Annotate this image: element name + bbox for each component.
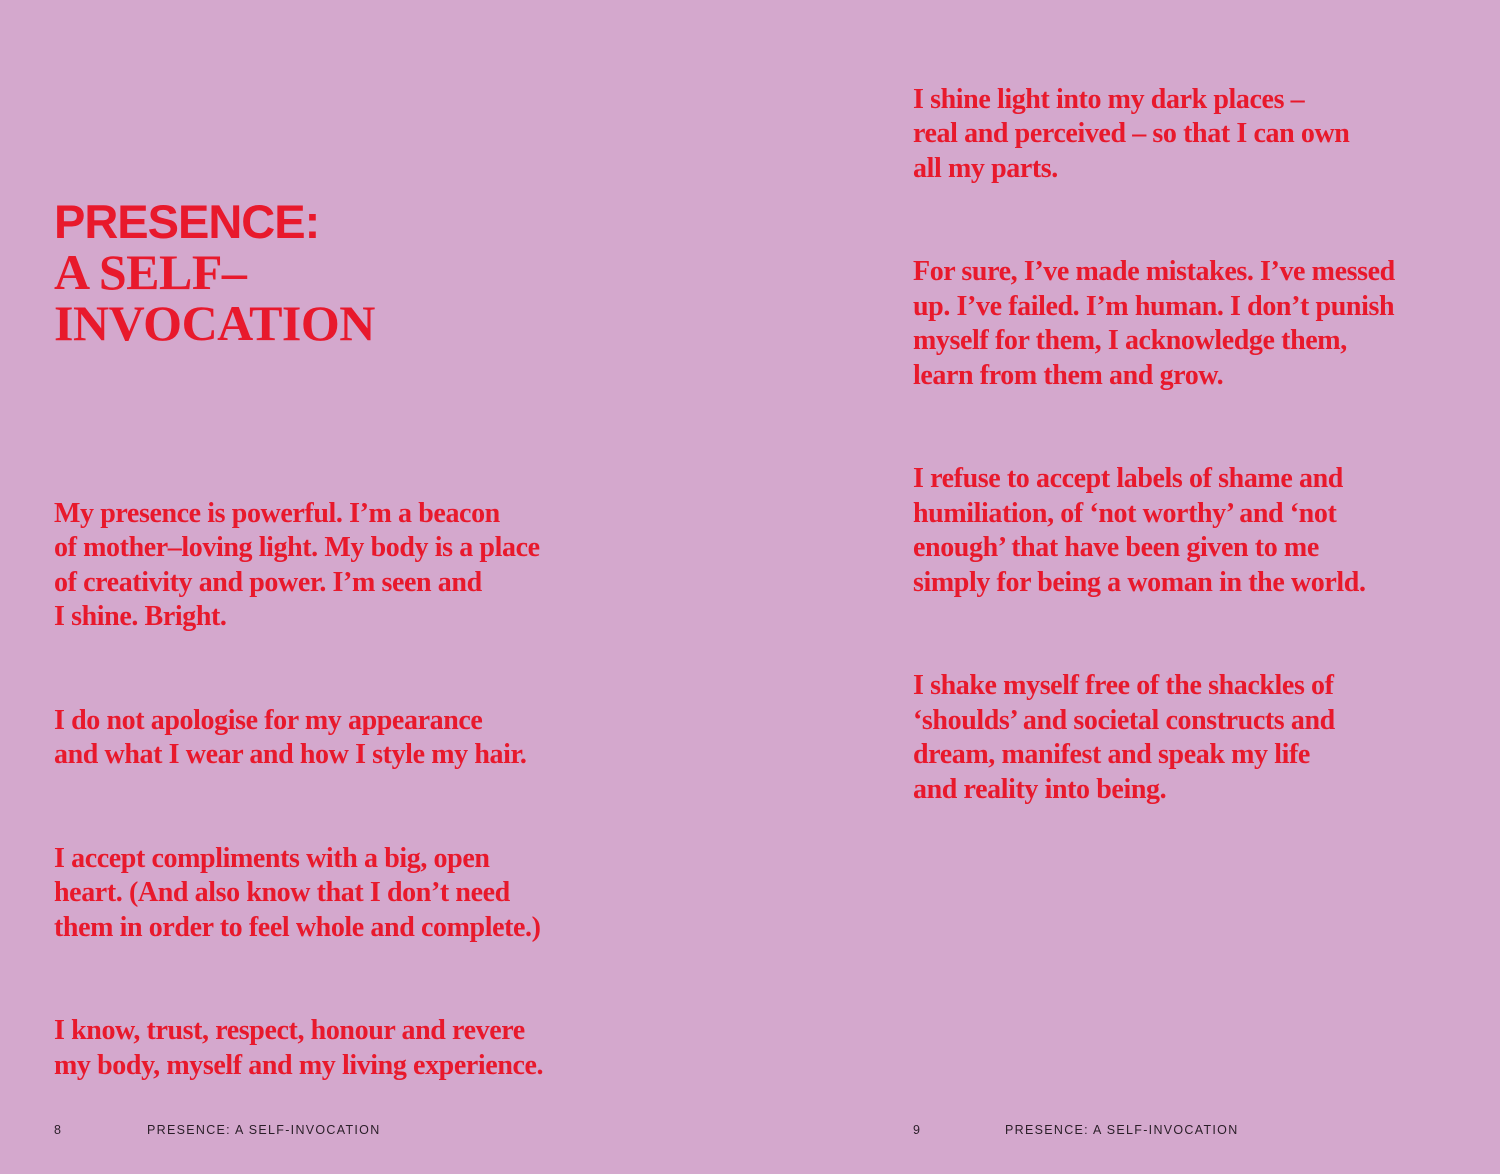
- running-head: PRESENCE: A SELF-INVOCATION: [147, 1123, 381, 1137]
- chapter-title-line: A SELF–: [54, 244, 247, 300]
- paragraph: I shake myself free of the shackles of ‘shoulds’ and societal constructs and dream, manifest and speak my life and reality into being.: [913, 670, 1335, 805]
- paragraph: I refuse to accept labels of shame and humiliation, of ‘not worthy’ and ‘not enough’ that have been given to me simply for being a woman in the world.: [913, 463, 1366, 598]
- paragraph: I know, trust, respect, honour and revere my body, myself and my living experience.: [54, 1015, 544, 1081]
- paragraph: I accept compliments with a big, open heart. (And also know that I don’t need them in order to feel whole and complete.): [54, 842, 541, 943]
- left-body-text: [54, 462, 694, 1152]
- paragraph: I shine light into my dark places – real and perceived – so that I can own all my parts.: [913, 83, 1350, 184]
- running-head: PRESENCE: A SELF-INVOCATION: [1005, 1123, 1239, 1137]
- right-body-text: [913, 48, 1493, 876]
- paragraph: For sure, I’ve made mistakes. I’ve messed up. I’ve failed. I’m human. I don’t punish myself for them, I acknowledge them, learn from them and grow.: [913, 256, 1395, 391]
- page-number: 9: [913, 1123, 922, 1137]
- paragraph: My presence is powerful. I’m a beacon of mother–loving light. My body is a place of creativity and power. I’m seen and I shine. Bright.: [54, 497, 540, 632]
- paragraph: I do not apologise for my appearance and what I wear and how I style my hair.: [54, 704, 527, 770]
- chapter-title-line: INVOCATION: [54, 295, 375, 351]
- chapter-title-line: PRESENCE:: [54, 195, 320, 248]
- page-number: 8: [54, 1123, 63, 1137]
- chapter-title: [54, 196, 375, 349]
